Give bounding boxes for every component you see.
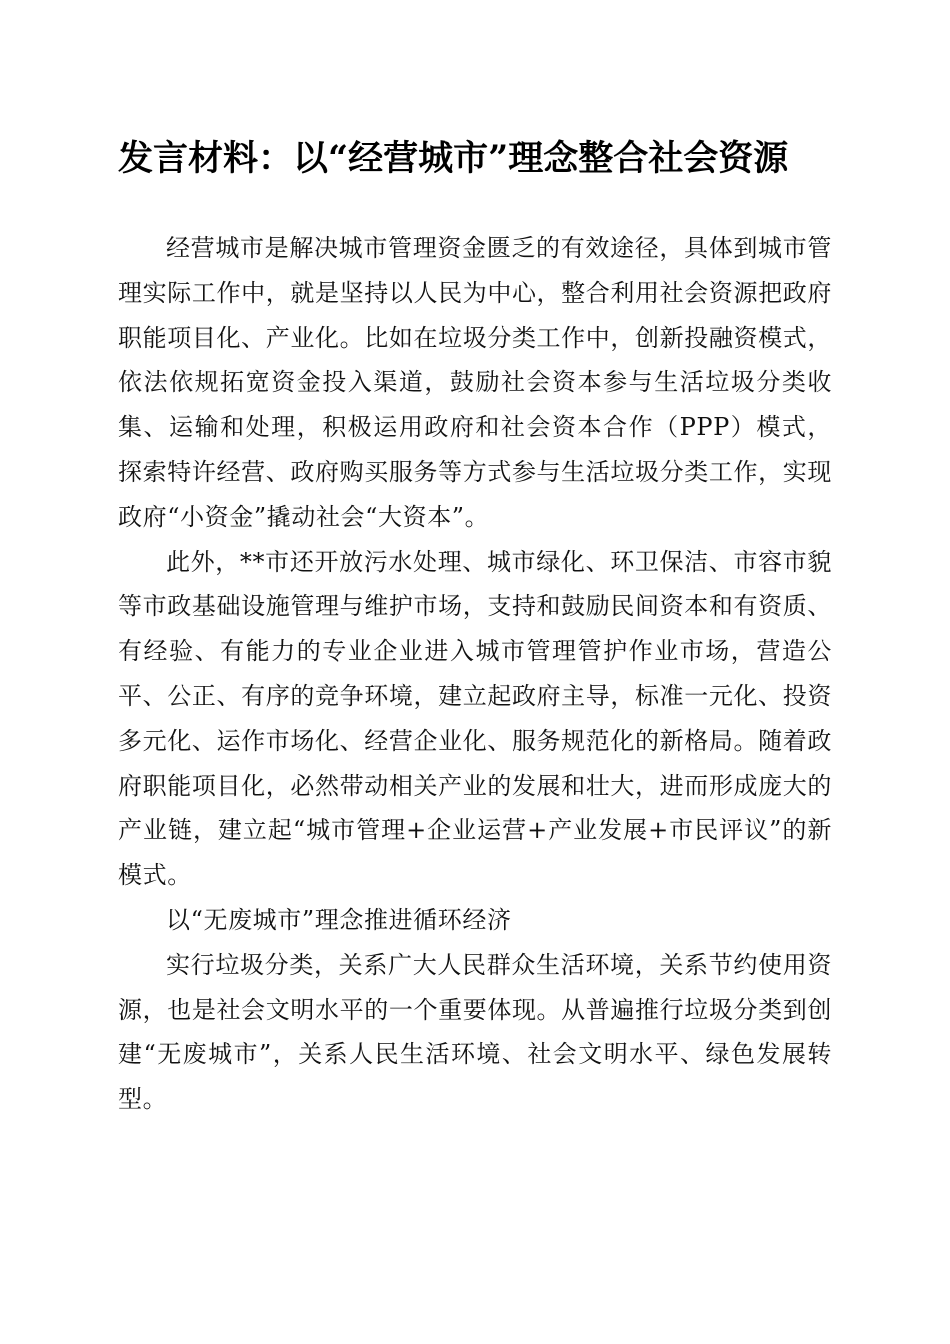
document-body [118, 226, 832, 1122]
paragraph-2: 此外，**市还开放污水处理、城市绿化、环卫保洁、市容市貌等市政基础设施管理与维护市场，支持和鼓励民间资本和有资质、有经验、有能力的专业企业进入城市管理管护作业市场，营造公平、公正、有序的竞争环境，建立起政府主导，标准一元化、投资多元化、运作市场化、经营企业化、服务规范化的新格局。随着政府职能项目化，必然带动相关产业的发展和壮大，进而形成庞大的产业链，建立起“城市管理+企业运营+产业发展+市民评议”的新模式。 [118, 547, 832, 890]
paragraph-1: 经营城市是解决城市管理资金匮乏的有效途径，具体到城市管理实际工作中，就是坚持以人民为中心，整合利用社会资源把政府职能项目化、产业化。比如在垃圾分类工作中，创新投融资模式，依法依规拓宽资金投入渠道，鼓励社会资本参与生活垃圾分类收集、运输和处理，积极运用政府和社会资本合作（PPP）模式，探索特许经营、政府购买服务等方式参与生活垃圾分类工作，实现政府“小资金”撬动社会“大资本”。 [118, 234, 832, 531]
section-subheading: 以“无废城市”理念推进循环经济 [166, 905, 512, 934]
paragraph-3: 实行垃圾分类，关系广大人民群众生活环境，关系节约使用资源，也是社会文明水平的一个重要体现。从普遍推行垃圾分类到创建“无废城市”，关系人民生活环境、社会文明水平、绿色发展转型。 [118, 950, 832, 1114]
document-title: 发言材料：以“经营城市”理念整合社会资源 [118, 138, 789, 179]
